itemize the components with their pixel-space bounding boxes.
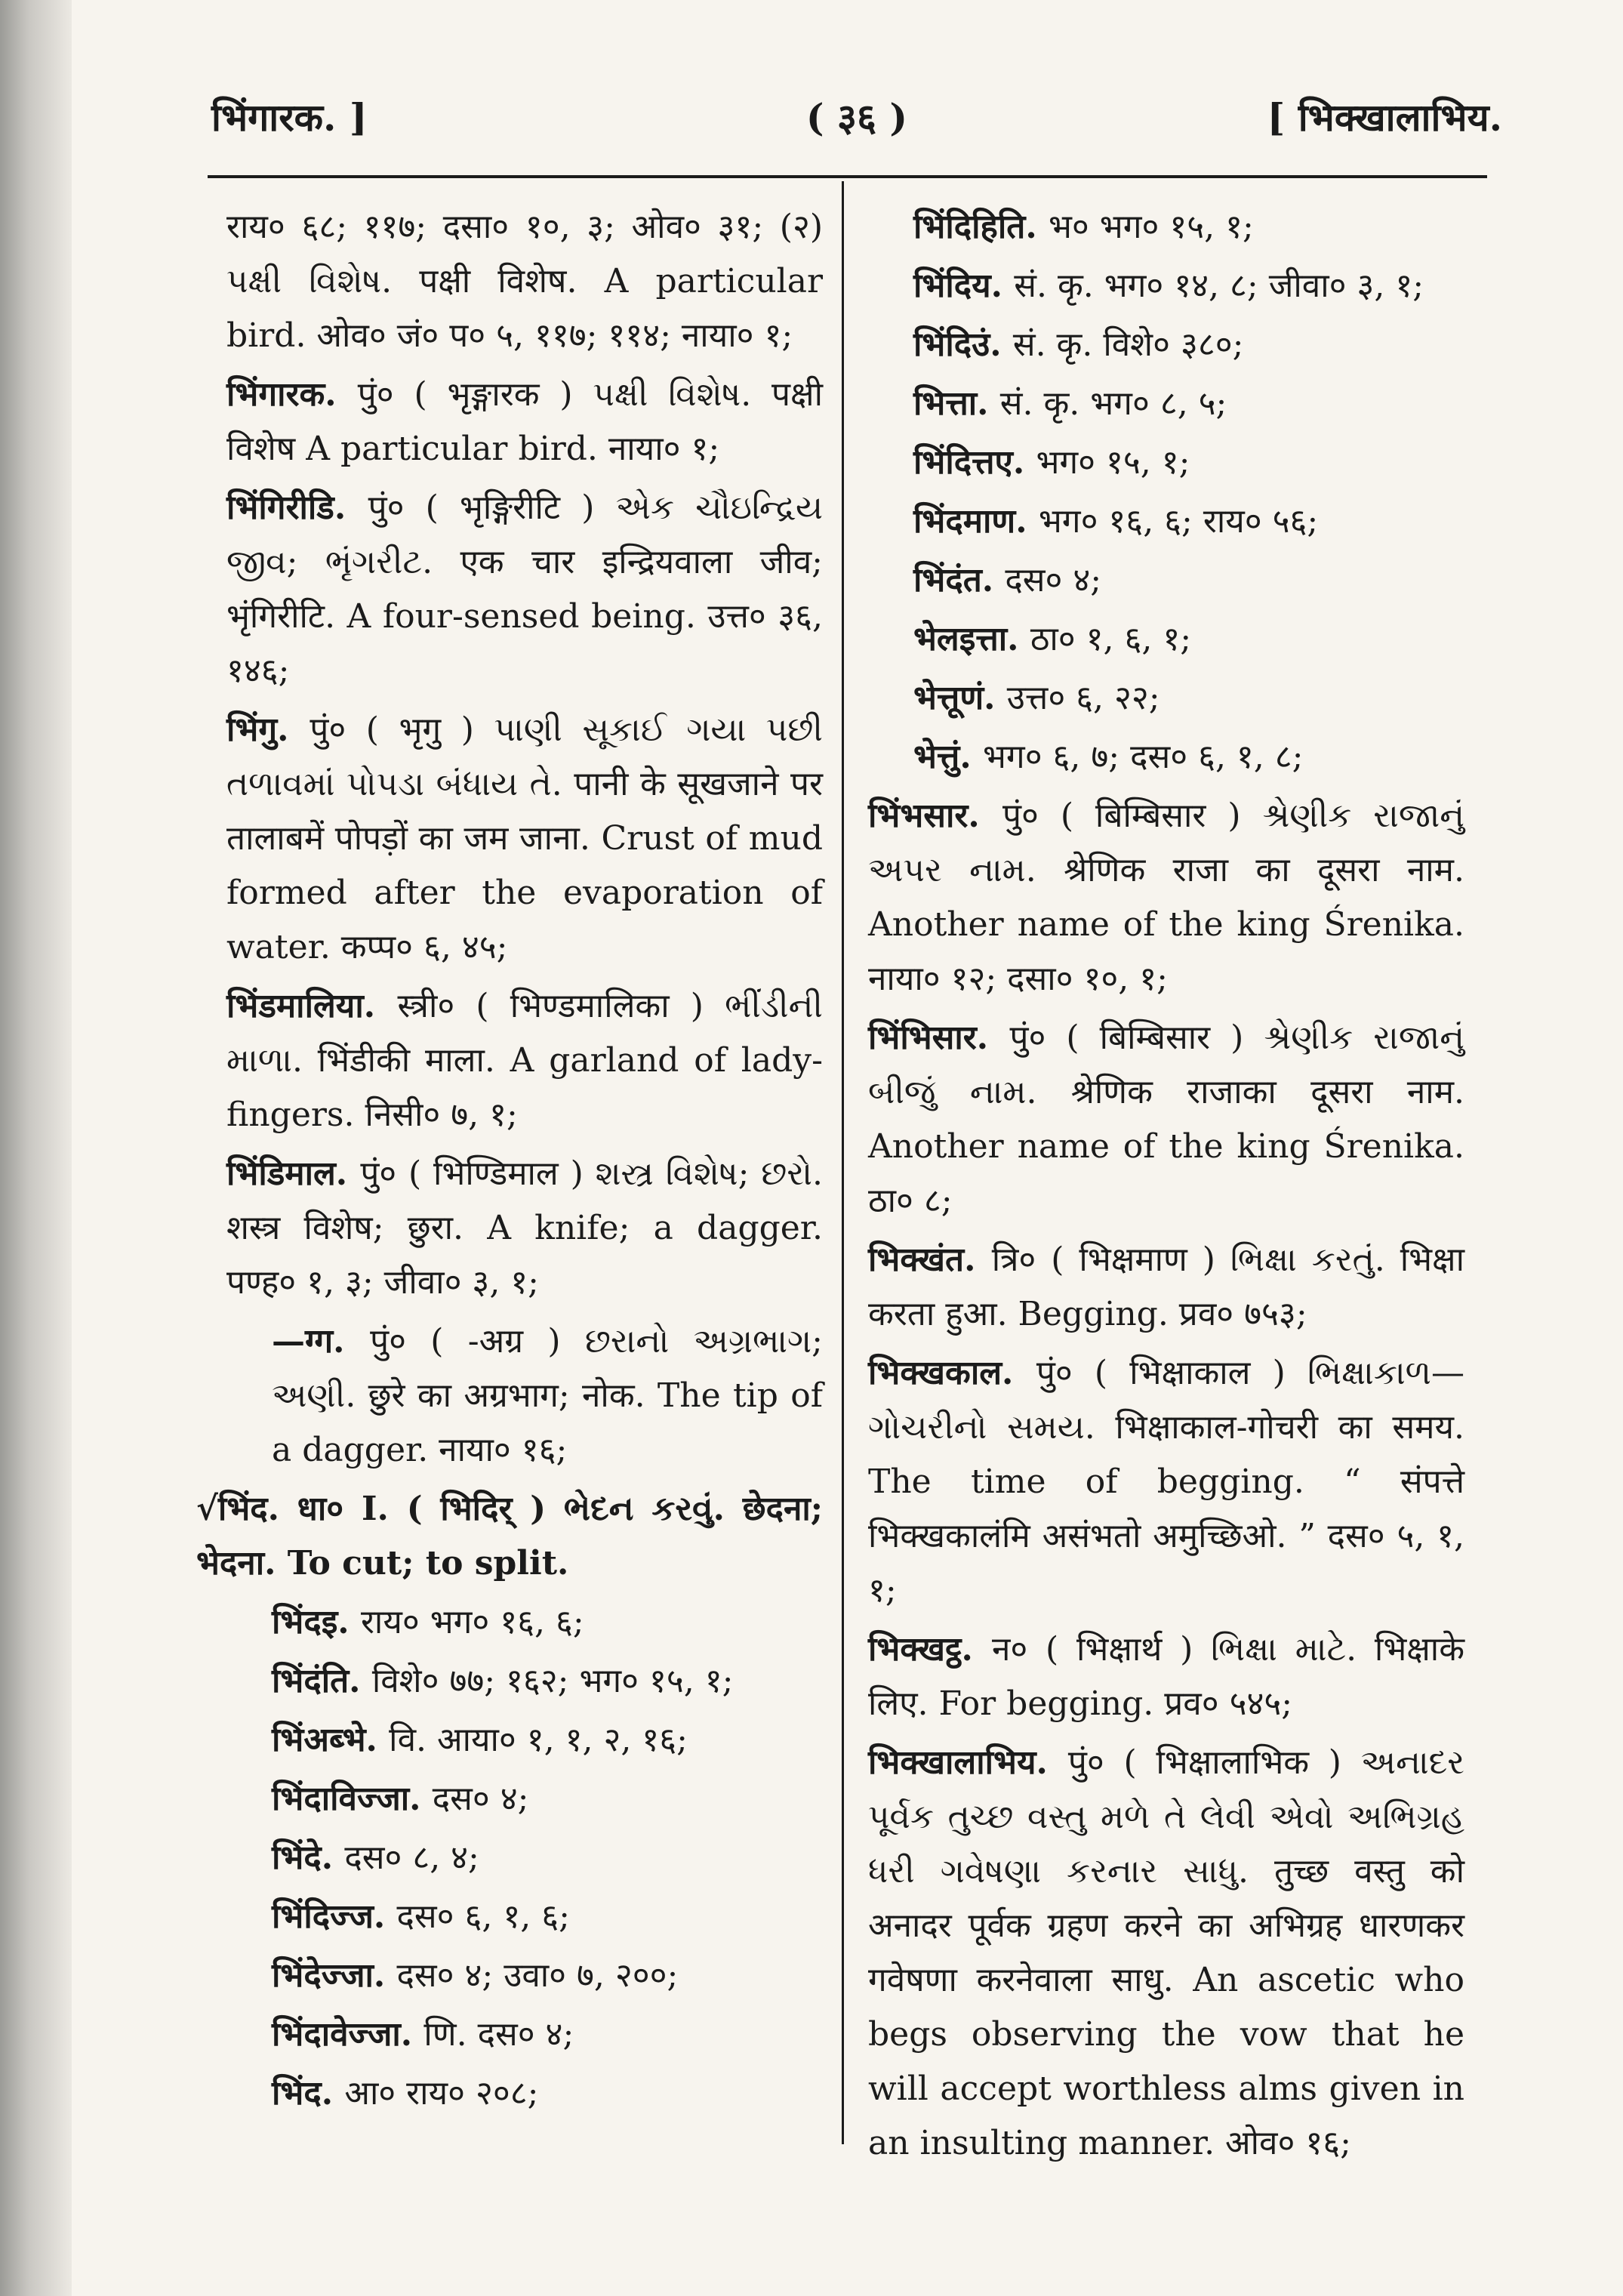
entry-headword: भिंदे. [272, 1838, 345, 1877]
entry-headword: भिंअब्भे. [272, 1721, 390, 1759]
entry-definition: पुं० ( भिक्षाकाल ) ભિક્ષાકાળ—ગોચરીનો સમય. भिक्षाकाल-गोचरी का समय. The time of begging. “ संपत्ते भिक्खकालंमि असंभतो अमुच्छिओ. ” दस० ५, १, १; [868, 1354, 1464, 1610]
left-column [196, 200, 824, 2125]
entry-headword: भिंभिसार. [868, 1019, 1010, 1057]
entry-definition: सं. कृ. भग० १४, ८; जीवा० ३, १; [1014, 267, 1424, 305]
dictionary-entry [868, 612, 1464, 667]
entry-headword: भिंडमालिया. [226, 987, 398, 1025]
dictionary-entry [868, 1011, 1464, 1228]
dictionary-entry [868, 671, 1464, 726]
entry-headword: भेत्तुं. [913, 738, 983, 776]
entry-definition: भग० १५, १; [1036, 443, 1190, 482]
entry-definition: ठा० १, ६, १; [1030, 620, 1192, 658]
dictionary-entry [868, 730, 1464, 784]
entry-definition: पुं० ( भृङ्गारक ) પક્ષી વિશેષ. पक्षी विशेष A particular bird. नाया० १; [226, 375, 823, 468]
entry-definition: वि. आया० १, १, २, १६; [389, 1721, 688, 1759]
dictionary-entry [226, 1314, 823, 1478]
entry-definition: स्त्री० ( भिण्डमालिका ) ભીંડીની માળા. भिंडीकी माला. A garland of lady-fingers. निसी० ७, १; [226, 987, 823, 1134]
entry-definition: भग० १६, ६; राय० ५६; [1038, 502, 1319, 541]
dictionary-entry [226, 1595, 823, 1650]
entry-definition: सं. कृ. विशे० ३८०; [1012, 325, 1244, 364]
entry-headword: भिंदिहिति. [913, 208, 1049, 246]
right-column [868, 200, 1464, 2175]
entry-headword: भित्ता. [913, 384, 1000, 423]
dictionary-entry [226, 200, 823, 363]
entry-definition: न० ( भिक्षार्थ ) ભિક્ષા માટે. भिक्षाके लिए. For begging. प्रव० ५४५; [868, 1630, 1464, 1723]
header-rule [208, 175, 1487, 178]
entry-headword: भिंदावेज्जा. [272, 2015, 424, 2054]
entry-definition: पुं० ( भृङ्गिरीटि ) એક ચૌઇન્દ્રિય જીવ; ભૃંગરીટ. एक चार इन्द्रियवाला जीव; भृंगिरीटि. A four-sensed being. उत्त० ३६, १४६; [226, 488, 823, 690]
dictionary-entry [226, 1772, 823, 1826]
dictionary-entry [868, 495, 1464, 549]
entry-definition: णि. दस० ४; [423, 2015, 574, 2054]
header-left-guide-word: भिंगारक. ] [211, 95, 368, 140]
dictionary-entry [868, 1623, 1464, 1731]
dictionary-entry [226, 1949, 823, 2003]
entry-definition: त्रि० ( भिक्षमाण ) ભિક્ષા કરતું. भिक्षा करता हुआ. Begging. प्रव० ७५३; [868, 1240, 1464, 1333]
scan-edge [0, 0, 72, 2296]
dictionary-entry [226, 2066, 823, 2121]
dictionary-entry [226, 1713, 823, 1767]
entry-headword: भिंदिय. [913, 267, 1015, 305]
dictionary-entry [226, 368, 823, 476]
dictionary-entry [196, 1482, 823, 1591]
entry-definition: दस० ६, १, ६; [396, 1897, 570, 1936]
entry-headword: भिंडिमाल. [226, 1154, 361, 1193]
dictionary-entry [868, 1736, 1464, 2171]
entry-definition: दस० ८, ४; [344, 1838, 479, 1877]
entry-headword: भिक्खंत. [868, 1240, 992, 1279]
entry-headword: भिंद. [272, 2074, 345, 2113]
entry-headword: √भिंद. [196, 1490, 297, 1528]
entry-headword: भिंगारक. [226, 375, 358, 414]
entry-headword: भिंगिरीडि. [226, 488, 368, 527]
dictionary-entry [226, 1831, 823, 1885]
entry-definition: दस० ४; उवा० ७, २००; [396, 1956, 679, 1995]
entry-definition: धा० I. ( भिदिर् ) ભેદન કરવું. छेदना; भेदना. To cut; to split. [196, 1490, 824, 1583]
entry-definition: पुं० ( बिम्बिसार ) શ્રેણીક રાજાનું અપર નામ. श्रेणिक राजा का दूसरा नाम. Another name of the king Śrenika. नाया० १२; दसा० १०, १; [868, 797, 1464, 998]
dictionary-entry [868, 259, 1464, 313]
dictionary-entry [226, 703, 823, 975]
entry-definition: पुं० ( भिक्षालाभिक ) અનાદર પૂર્વક તુચ્છ વસ્તુ મળે તે લેવી એવો અભિગ્રહ ધરી ગવેષણા કરનાર સાધુ. तुच्छ वस्तु को अनादर पूर्वक ग्रहण करने का अभिग्रह धारणकर गवेषणा करनेवाला साधु. An ascetic who begs observing the vow that he will accept worthless alms given in an insulting manner. ओव० १६; [868, 1743, 1464, 2162]
entry-definition: भ० भग० १५, १; [1048, 208, 1254, 246]
entry-headword: भिंदिउं. [913, 325, 1013, 364]
entry-definition: पुं० ( भिण्डिमाल ) શસ્ત્ર વિશેષ; છરો. शस्त्र विशेष; छुरा. A knife; a dagger. पण्ह० १, ३; जीवा० ३, १; [226, 1154, 823, 1302]
page-number: ( ३६ ) [805, 95, 908, 140]
dictionary-entry [226, 2008, 823, 2062]
entry-headword: भिक्खालाभिय. [868, 1743, 1068, 1782]
entry-definition: आ० राय० २०८; [344, 2074, 539, 2113]
entry-definition: विशे० ७७; १६२; भग० १५, १; [371, 1662, 734, 1700]
dictionary-entry [868, 1346, 1464, 1618]
dictionary-entry [226, 1890, 823, 1944]
entry-headword: भिंगु. [226, 710, 310, 749]
dictionary-entry [868, 789, 1464, 1006]
entry-headword: भिंभसार. [868, 797, 1002, 835]
dictionary-entry [868, 377, 1464, 431]
entry-definition: सं. कृ. भग० ८, ५; [999, 384, 1227, 423]
dictionary-entry [868, 1233, 1464, 1342]
dictionary-entry [868, 436, 1464, 490]
page-header [211, 76, 1502, 159]
entry-headword: भिंदंत. [913, 561, 1006, 599]
column-divider [842, 181, 844, 2144]
entry-headword: भिंदिज्ज. [272, 1897, 397, 1936]
entry-headword: भिंदइ. [272, 1603, 361, 1641]
entry-definition: दस० ४; [1005, 561, 1102, 599]
dictionary-entry [868, 318, 1464, 372]
dictionary-entry [868, 553, 1464, 608]
entry-headword: भेलइत्ता. [913, 620, 1030, 658]
entry-headword: भिंदेज्जा. [272, 1956, 397, 1995]
entry-headword: भिंदित्तए. [913, 443, 1036, 482]
entry-headword: भिक्खकाल. [868, 1354, 1036, 1392]
entry-definition: राय० ६८; ११७; दसा० १०, ३; ओव० ३१; (२) પક્ષી વિશેષ. पक्षी विशेष. A particular bird. ओव० जं० प० ५, ११७; ११४; नाया० १; [226, 208, 823, 355]
entry-headword: भिंदंति. [272, 1662, 372, 1700]
header-right-guide-word: [ भिक्खालाभिय. [1267, 95, 1502, 140]
dictionary-entry [226, 1654, 823, 1709]
dictionary-entry [226, 481, 823, 698]
entry-headword: —ग्ग. [272, 1322, 371, 1361]
entry-definition: दस० ४; [432, 1780, 529, 1818]
entry-headword: भिक्खट्ठ. [868, 1630, 992, 1669]
dictionary-entry [868, 200, 1464, 254]
entry-definition: भग० ६, ७; दस० ६, १, ८; [982, 738, 1304, 776]
entry-definition: पुं० ( बिम्बिसार ) શ્રેણીક રાજાનું બીજું નામ. श्रेणिक राजाका दूसरा नाम. Another name of the king Śrenika. ठा० ८; [868, 1019, 1464, 1220]
entry-definition: राय० भग० १६, ६; [360, 1603, 584, 1641]
entry-headword: भिंदाविज्जा. [272, 1780, 433, 1818]
dictionary-entry [226, 979, 823, 1142]
dictionary-entry [226, 1147, 823, 1310]
entry-headword: भेत्तूणं. [913, 679, 1007, 717]
entry-definition: पुं० ( -अग्र ) છરાનો અગ્રભાગ; અણી. छुरे का अग्रभाग; नोक. The tip of a dagger. नाया० १६; [272, 1322, 823, 1469]
entry-definition: पुं० ( भृगु ) પાણી સૂકાઈ ગયા પછી તળાવમાં પોપડા બંધાય તે. पानी के सूखजाने पर तालाबमें पोपड़ों का जम जाना. Crust of mud formed after the evaporation of water. कप्प० ६, ४५; [226, 710, 824, 966]
entry-headword: भिंदमाण. [913, 502, 1039, 541]
entry-definition: उत्त० ६, २२; [1006, 679, 1160, 717]
